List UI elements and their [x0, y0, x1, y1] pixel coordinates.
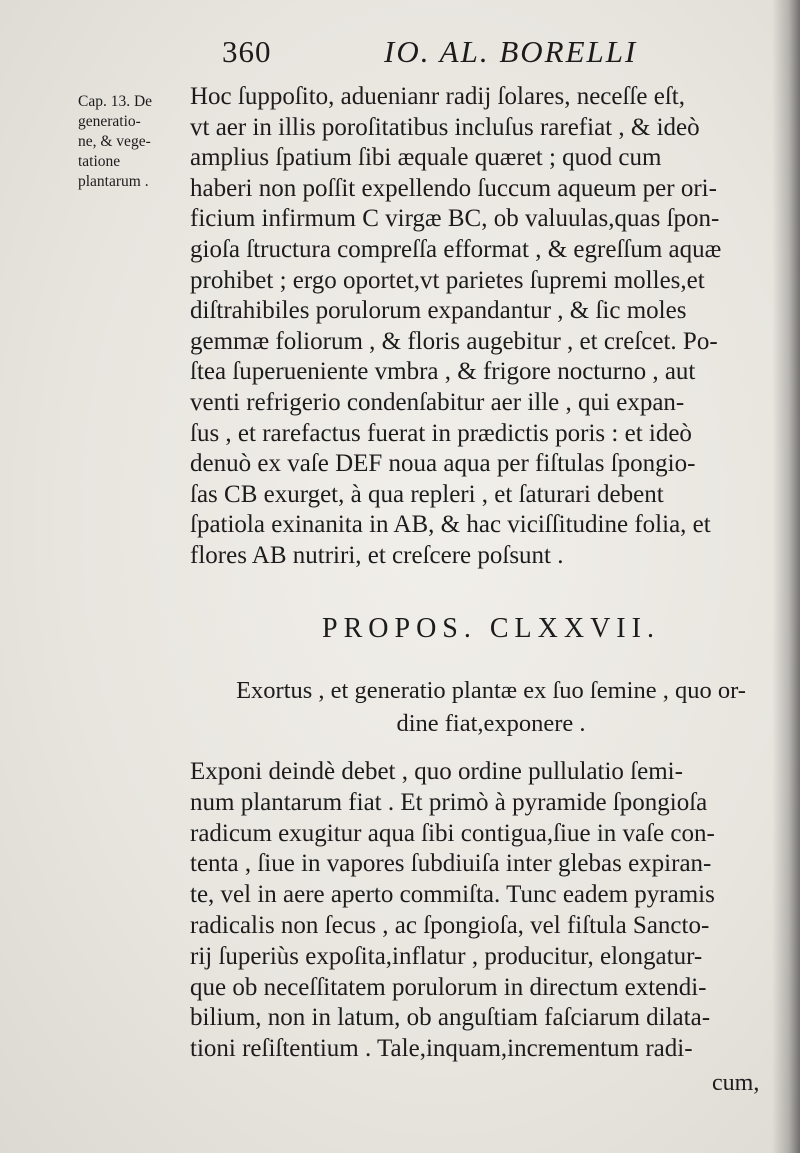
- page-number: 360: [222, 34, 272, 69]
- text-line: gioſa ſtructura compreſſa efformat , & egreſſum aquæ: [190, 235, 722, 263]
- text-line: te, vel in aere aperto commiſta. Tunc eadem pyramis: [190, 881, 715, 909]
- text-line: denuò ex vaſe DEF noua aqua per fiſtulas ſpongio-: [190, 450, 696, 478]
- text-line: ſas CB exurget, à qua repleri , et ſaturari debent: [190, 480, 664, 508]
- text-line: radicalis non ſecus , ac ſpongioſa, vel fiſtula Sancto-: [190, 911, 710, 939]
- body-paragraph-top: [190, 82, 792, 572]
- text-line: num plantarum fiat . Et primò à pyramide ſpongioſa: [190, 788, 708, 816]
- text-line: tioni reſiſtentium . Tale,inquam,incrementum radi-: [190, 1035, 693, 1063]
- text-line: tenta , ſiue in vapores ſubdiuiſa inter glebas expiran-: [190, 850, 712, 878]
- text-line: ſpatiola exinanita in AB, & hac viciſſitudine folia, et: [190, 511, 711, 539]
- text-line: ſus , et rarefactus fuerat in prædictis poris : et ideò: [190, 419, 692, 447]
- text-line: rij ſuperiùs expoſita,inflatur , producitur, elongatur-: [190, 942, 703, 970]
- text-line: vt aer in illis poroſitatibus incluſus rarefiat , & ideò: [190, 113, 700, 141]
- text-line: ſtea ſuperueniente vmbra , & frigore nocturno , aut: [190, 358, 696, 386]
- text-line: prohibet ; ergo oportet,vt parietes ſupremi molles,et: [190, 266, 705, 294]
- margin-note-line: ne, & vege-: [78, 133, 151, 150]
- text-line: Exponi deindè debet , quo ordine pullulatio ſemi-: [190, 758, 683, 785]
- text-line: que ob neceſſitatem porulorum in directum extendi-: [190, 973, 707, 1001]
- proposition-heading: PROPOS. CLXXVII.: [322, 613, 660, 644]
- enunciation-line: Exortus , et generatio plantæ ex ſuo ſemine , quo or-: [236, 677, 746, 704]
- margin-note-line: Cap. 13. De: [78, 93, 153, 110]
- text-line: ficium infirmum C virgæ BC, ob valuulas,quas ſpon-: [190, 205, 720, 233]
- catchword: cum,: [712, 1070, 760, 1096]
- text-line: Hoc ſuppoſito, aduenianr radij ſolares, neceſſe eſt,: [190, 83, 685, 110]
- running-head: IO. AL. BORELLI: [384, 34, 638, 69]
- margin-note-line: tatione: [78, 153, 121, 170]
- page-header: [222, 34, 782, 74]
- text-line: venti refrigerio condenſabitur aer ille , qui expan-: [190, 388, 685, 416]
- body-paragraph-bottom: [190, 757, 792, 1065]
- margin-note: [78, 92, 190, 192]
- margin-note-line: plantarum .: [78, 173, 149, 190]
- text-line: haberi non poſſit expellendo ſuccum aqueum per ori-: [190, 174, 717, 202]
- text-line: diſtrahibiles porulorum expandantur , & ſic moles: [190, 297, 687, 325]
- proposition-enunciation: [190, 674, 792, 740]
- text-line: gemmæ foliorum , & floris augebitur , et creſcet. Po-: [190, 327, 718, 355]
- text-line: bilium, non in latum, ob anguſtiam faſciarum dilata-: [190, 1004, 711, 1032]
- text-line: amplius ſpatium ſibi æquale quæret ; quod cum: [190, 144, 662, 172]
- enunciation-line: dine fiat,exponere .: [396, 710, 586, 737]
- text-line: radicum exugitur aqua ſibi contigua,ſiue in vaſe con-: [190, 819, 715, 847]
- text-line: flores AB nutriri, et creſcere poſsunt .: [190, 541, 564, 569]
- margin-note-line: generatio-: [78, 113, 141, 130]
